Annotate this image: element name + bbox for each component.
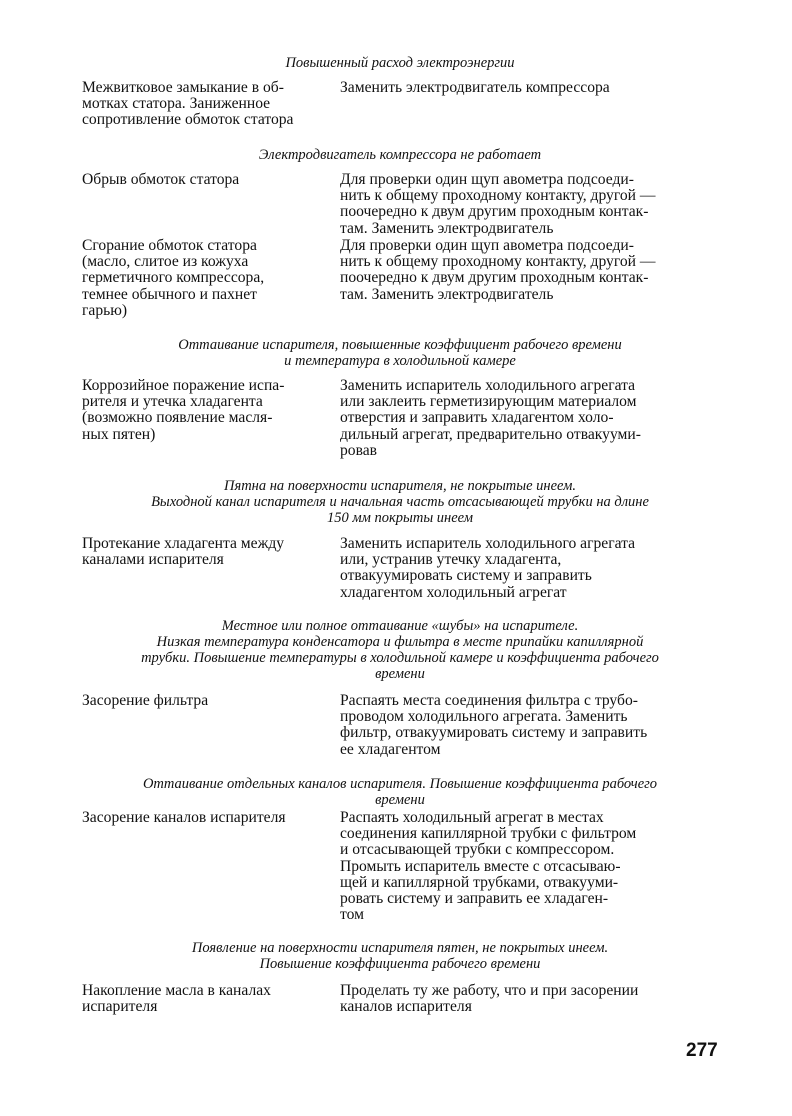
heading-line: Оттаивание испарителя, повышенные коэффициент рабочего времени <box>178 337 622 353</box>
heading-line: Пятна на поверхности испарителя, не покрытые инеем. <box>223 478 576 494</box>
heading-line: трубки. Повышение температуры в холодильной камере и коэффициента рабочего <box>141 650 659 666</box>
text-line: ровать систему и заправить ее хладаген- <box>340 890 609 908</box>
heading-line: Выходной канал испарителя и начальная часть отсасывающей трубки на длине <box>151 494 649 510</box>
heading-line: Низкая температура конденсатора и фильтра в месте припайки капиллярной <box>156 634 644 650</box>
text-line: гарью) <box>82 301 128 319</box>
page-number: 277 <box>686 1040 718 1061</box>
text-line: Для проверки один щуп авометра подсоеди- <box>340 171 634 188</box>
heading-line: Оттаивание отдельных каналов испарителя. Повышение коэффициента рабочего <box>142 776 658 792</box>
text-line: ровав <box>340 441 378 459</box>
text-line: Межвитковое замыкание в об- <box>82 79 284 96</box>
cause-cell <box>82 378 337 443</box>
remedy-cell <box>340 536 730 601</box>
text-line: Для проверки один щуп авометра подсоеди- <box>340 237 634 254</box>
heading-line: Повышенный расход электроэнергии <box>285 55 515 71</box>
heading-line: и температура в холодильной камере <box>284 353 516 369</box>
text-line: там. Заменить электродвигатель <box>340 285 554 303</box>
section-heading <box>80 478 720 526</box>
text-line: нить к общему проходному контакту, другой — <box>340 187 656 205</box>
text-line: испарителя <box>82 998 158 1016</box>
section-heading <box>80 618 720 682</box>
remedy-cell <box>340 378 730 459</box>
text-line: проводом холодильного агрегата. Заменить <box>340 708 628 726</box>
text-line: там. Заменить электродвигатель <box>340 219 554 237</box>
text-line: ее хладагентом <box>340 740 441 758</box>
text-line: темнее обычного и пахнет <box>82 285 257 303</box>
section-heading <box>80 337 720 369</box>
heading-line: Местное или полное оттаивание «шубы» на испарителе. <box>221 618 579 634</box>
cause-cell <box>82 238 337 319</box>
heading-line: Электродвигатель компрессора не работает <box>258 147 542 163</box>
remedy-cell <box>340 810 730 923</box>
text-line: Промыть испаритель вместе с отсасываю- <box>340 857 621 875</box>
text-line: нить к общему проходному контакту, другой — <box>340 253 656 271</box>
cause-cell <box>82 80 337 129</box>
text-line: дильный агрегат, предварительно отвакууми- <box>340 425 641 443</box>
cause-cell <box>82 983 337 1015</box>
text-line: Проделать ту же работу, что и при засорении <box>340 982 639 999</box>
text-line: каналами испарителя <box>82 551 224 569</box>
text-line: Коррозийное поражение испа- <box>82 377 285 394</box>
text-line: Распаять холодильный агрегат в местах <box>340 809 604 826</box>
cause-cell <box>82 693 337 709</box>
text-line: поочередно к двум другим проходным контак- <box>340 203 649 221</box>
text-line: ных пятен) <box>82 425 156 443</box>
text-line: (возможно появление масля- <box>82 409 273 427</box>
text-line: Распаять места соединения фильтра с трубо- <box>340 692 638 709</box>
text-line: мотках статора. Заниженное <box>82 95 271 113</box>
text-line: отвакуумировать систему и заправить <box>340 567 592 585</box>
text-line: Заменить испаритель холодильного агрегата <box>340 377 636 394</box>
text-line: соединения капиллярной трубки с фильтром <box>340 825 637 843</box>
text-line: отверстия и заправить хладагентом холо- <box>340 409 614 427</box>
text-line: том <box>340 906 364 924</box>
text-line: или заклеить герметизирующим материалом <box>340 393 637 411</box>
text-line: Сгорание обмоток статора <box>82 237 257 254</box>
text-line: каналов испарителя <box>340 998 472 1016</box>
section-heading <box>80 940 720 972</box>
text-line: сопротивление обмоток статора <box>82 111 294 129</box>
text-line: хладагентом холодильный агрегат <box>340 583 567 601</box>
text-line: Обрыв обмоток статора <box>82 171 240 188</box>
remedy-cell <box>340 172 730 237</box>
text-line: фильтр, отвакуумировать систему и заправить <box>340 724 648 742</box>
remedy-cell <box>340 238 730 303</box>
text-line: Заменить электродвигатель компрессора <box>340 79 610 96</box>
cause-cell <box>82 810 337 826</box>
text-line: поочередно к двум другим проходным контак- <box>340 269 649 287</box>
cause-cell <box>82 536 337 568</box>
remedy-cell <box>340 983 730 1015</box>
text-line: герметичного компрессора, <box>82 269 265 287</box>
heading-line: Повышение коэффициента рабочего времени <box>259 956 541 972</box>
text-line: или, устранив утечку хладагента, <box>340 551 562 569</box>
text-line: Накопление масла в каналах <box>82 982 271 999</box>
text-line: Протекание хладагента между <box>82 535 285 552</box>
text-line: Заменить испаритель холодильного агрегата <box>340 535 636 552</box>
heading-line: 150 мм покрыты инеем <box>327 510 473 526</box>
cause-cell <box>82 172 337 188</box>
heading-line: Появление на поверхности испарителя пятен, не покрытых инеем. <box>191 940 609 956</box>
section-heading <box>80 147 720 163</box>
text-line: щей и капиллярной трубками, отвакууми- <box>340 873 619 891</box>
text-line: Засорение фильтра <box>82 692 209 709</box>
text-line: (масло, слитое из кожуха <box>82 253 249 271</box>
text-line: рителя и утечка хладагента <box>82 393 263 411</box>
heading-line: времени <box>375 666 425 682</box>
text-line: и отсасывающей трубки с компрессором. <box>340 841 615 859</box>
remedy-cell <box>340 693 730 758</box>
remedy-cell <box>340 80 730 96</box>
text-line: Засорение каналов испарителя <box>82 809 286 826</box>
section-heading <box>80 55 720 71</box>
section-heading <box>80 776 720 808</box>
heading-line: времени <box>375 792 425 808</box>
